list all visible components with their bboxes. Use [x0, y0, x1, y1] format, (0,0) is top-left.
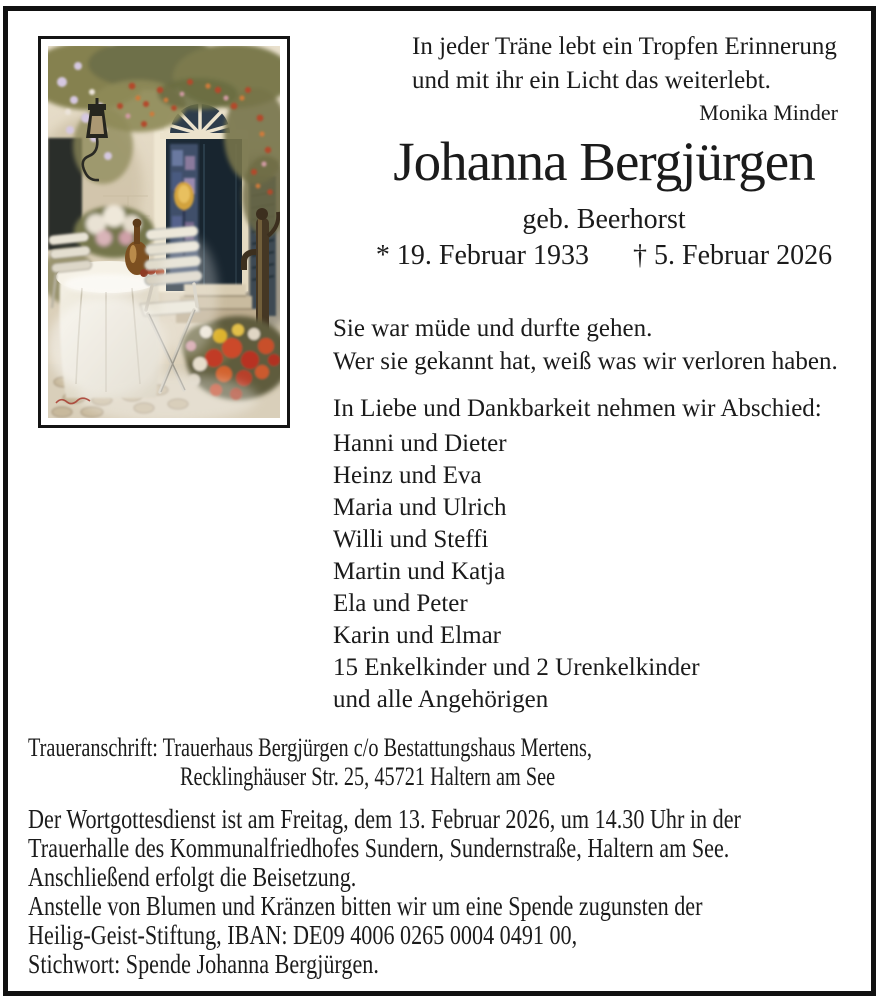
maiden-name: geb. Beerhorst — [522, 204, 686, 235]
intro-line: Wer sie gekannt hat, weiß was wir verloren haben. — [333, 348, 838, 375]
mourner-entry: Maria und Ulrich — [333, 494, 507, 521]
quote-line: In jeder Träne lebt ein Tropfen Erinnerung — [412, 33, 837, 60]
service-line: Stichwort: Spende Johanna Bergjürgen. — [28, 949, 379, 979]
deceased-name: Johanna Bergjürgen — [393, 131, 815, 192]
farewell-heading: In Liebe und Dankbarkeit nehmen wir Abschied: — [333, 395, 822, 422]
mourner-entry: Willi und Steffi — [333, 526, 489, 553]
mourner-entry: 15 Enkelkinder und 2 Urenkelkinder — [333, 654, 700, 681]
service-line: Heilig-Geist-Stiftung, IBAN: DE09 4006 0265 0004 0491 00, — [28, 920, 578, 950]
mourner-entry: Karin und Elmar — [333, 622, 502, 649]
quote-line: und mit ihr ein Licht das weiterlebt. — [412, 67, 771, 94]
mourner-entry: Heinz und Eva — [333, 462, 482, 489]
courtyard-painting — [48, 46, 280, 418]
memorial-quote — [412, 30, 844, 128]
death-date: † 5. Februar 2026 — [633, 240, 833, 271]
life-dates — [333, 239, 875, 273]
service-line: Trauerhalle des Kommunalfriedhofes Sundern, Sundernstraße, Haltern am See. — [28, 833, 730, 863]
mourner-entry: Hanni und Dieter — [333, 430, 507, 457]
memorial-artwork-frame — [38, 36, 290, 428]
birth-date: * 19. Februar 1933 — [375, 240, 589, 271]
mourner-entry: Ela und Peter — [333, 590, 468, 617]
service-line: Anschließend erfolgt die Beisetzung. — [28, 862, 357, 892]
address-line: Recklinghäuser Str. 25, 45721 Haltern am See — [180, 762, 556, 791]
service-info — [28, 805, 886, 979]
condolence-address — [28, 733, 751, 791]
quote-attribution: Monika Minder — [699, 100, 838, 125]
mourner-entry: Martin und Katja — [333, 558, 506, 585]
address-line: Traueranschrift: Trauerhaus Bergjürgen c/o Bestattungshaus Mertens, — [28, 733, 593, 762]
service-line: Der Wortgottesdienst ist am Freitag, dem 13. Februar 2026, um 14.30 Uhr in der — [28, 804, 741, 834]
intro-text — [333, 312, 838, 378]
service-line: Anstelle von Blumen und Kränzen bitten wir um eine Spende zugunsten der — [28, 891, 703, 921]
mourner-entry: und alle Angehörigen — [333, 686, 549, 713]
mourners-list — [333, 428, 700, 716]
intro-line: Sie war müde und durfte gehen. — [333, 315, 653, 342]
